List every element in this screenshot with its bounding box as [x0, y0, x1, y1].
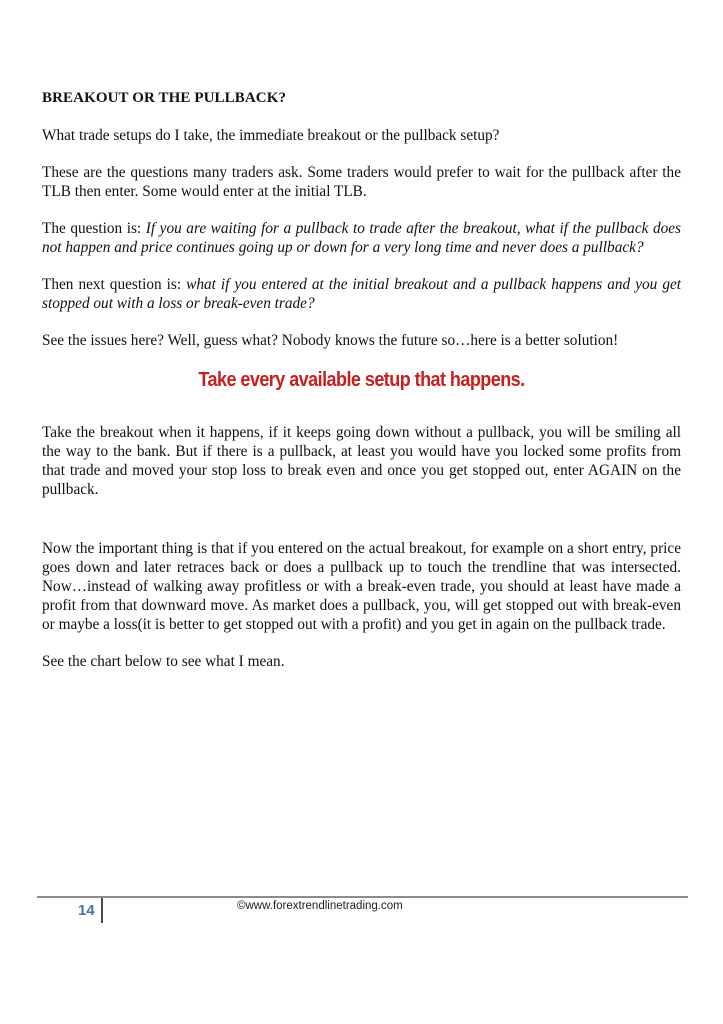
paragraph-trader-questions: These are the questions many traders ask. Some traders would prefer to wait for the pullback after the TLB then enter. Some would enter at the initial TLB. [42, 164, 681, 200]
paragraph-next-question-italic: what if you entered at the initial breakout and a pullback happens and you get stopped out with a loss or break-even trade? [42, 276, 682, 312]
paragraph-first-question-lead: The question is: [42, 220, 146, 237]
page-number-divider [101, 898, 103, 923]
footer-divider [37, 896, 688, 898]
paragraph-next-question-lead: Then next question is: [42, 276, 187, 293]
page-number: 14 [78, 902, 95, 919]
paragraph-issues: See the issues here? Well, guess what? Nobody knows the future so…here is a better solution! [42, 332, 619, 349]
section-heading: BREAKOUT OR THE PULLBACK? [42, 90, 287, 106]
footer-website: ©www.forextrendlinetrading.com [237, 900, 403, 912]
paragraph-see-chart: See the chart below to see what I mean. [42, 653, 285, 670]
paragraph-important-thing: Now the important thing is that if you entered on the actual breakout, for example on a short entry, price goes down and later retraces back or does a pullback up to touch the trendline that was intersected. Now…instead of walking away profitless or with a break-even trade, you should at least have made a profit from that downward move. As market does a pullback, you, will get stopped out with break-even or maybe a loss(it is better to get stopped out with a profit) and you get in again on the pullback trade. [42, 540, 681, 633]
page-content [42, 88, 681, 671]
paragraph-first-question-italic: If you are waiting for a pullback to trade after the breakout, what if the pullback does not happen and price continues going up or down for a very long time and never does a pullback? [42, 220, 682, 256]
paragraph-intro-question: What trade setups do I take, the immediate breakout or the pullback setup? [42, 127, 500, 144]
paragraph-next-question [42, 275, 681, 313]
callout-heading: Take every available setup that happens. [198, 369, 525, 391]
paragraph-first-question [42, 219, 681, 257]
paragraph-take-breakout: Take the breakout when it happens, if it keeps going down without a pullback, you will be smiling all the way to the bank. But if there is a pullback, at least you would have you locked some profits from that trade and moved your stop loss to break even and once you get stopped out, enter AGAIN on the pullback. [42, 424, 681, 498]
